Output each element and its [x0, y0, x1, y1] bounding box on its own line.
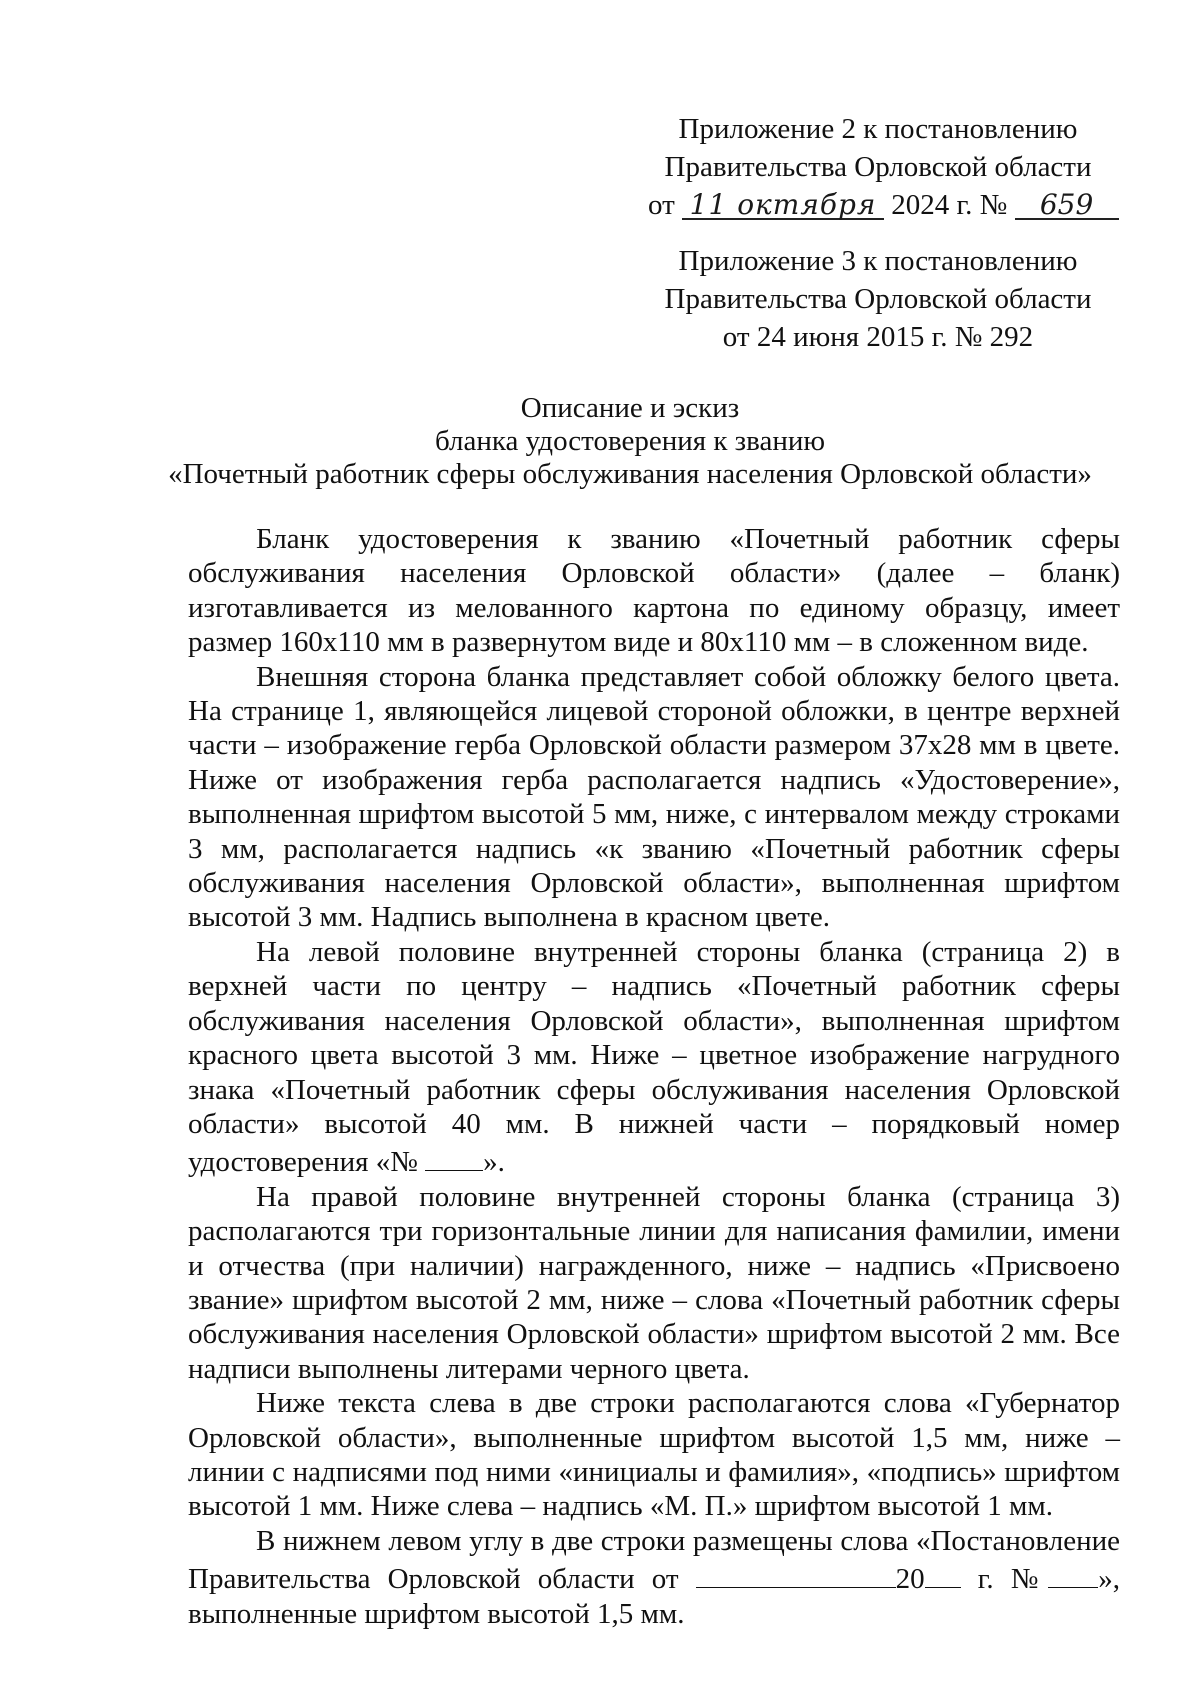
year-prefix: 20 — [895, 1563, 925, 1596]
appendix-old-line3: от 24 июня 2015 г. № 292 — [722, 321, 1034, 353]
appendix-new-line1: Приложение 2 к постановлению — [678, 113, 1078, 145]
paragraph-3 — [188, 935, 1120, 1180]
paragraph-6-text: В нижнем левом углу в две строки размещены слова «Постановление Правительства Орловской области от — [188, 1524, 1120, 1596]
handwritten-date: 11 октября — [682, 192, 884, 220]
paragraph-5: Ниже текста слева в две строки располагаются слова «Губернатор Орловской области», выполненные шрифтом высотой 1,5 мм, ниже – линии с надписями под ними «инициалы и фамилия», «подпись» шрифтом высотой 1 мм. Ниже слева – надпись «М. П.» шрифтом высотой 1 мм. — [188, 1387, 1120, 1523]
paragraph-3-end: ». — [483, 1146, 505, 1179]
paragraph-2: Внешняя сторона бланка представляет собой обложку белого цвета. На странице 1, являющейся лицевой стороной обложки, в центре верхней части – изображение герба Орловской области размером 37x28 мм в цвете. Ниже от изображения герба располагается надпись «Удостоверение», выполненная шрифтом высотой 5 мм, ниже, с интервалом между строками 3 мм, располагается надпись «к званию «Почетный работник сферы обслуживания населения Орловской области», выполненная шрифтом высотой 3 мм. Надпись выполнена в красном цвете. — [188, 660, 1120, 934]
number-blank — [425, 1141, 483, 1171]
date-prefix: от — [648, 189, 675, 221]
title-line3: «Почетный работник сферы обслуживания населения Орловской области» — [168, 458, 1092, 490]
year-blank — [925, 1558, 961, 1588]
appendix-old-line1: Приложение 3 к постановлению — [678, 245, 1078, 277]
appendix-new-date-line — [648, 186, 1108, 224]
title-line1: Описание и эскиз — [520, 392, 740, 424]
document-title — [150, 392, 1110, 491]
date-blank — [696, 1558, 896, 1588]
decree-number-blank — [1048, 1558, 1098, 1588]
number-sign: г. № — [977, 1563, 1049, 1596]
document-body — [188, 522, 1120, 1631]
appendix-old-block — [648, 242, 1108, 356]
paragraph-6 — [188, 1524, 1120, 1631]
paragraph-1: Бланк удостоверения к званию «Почетный работник сферы обслуживания населения Орловской области» (далее – бланк) изготавливается из мелованного картона по единому образцу, имеет размер 160x110 мм в развернутом виде и 80x110 мм – в сложенном виде. — [188, 523, 1120, 659]
appendix-old-line2: Правительства Орловской области — [664, 283, 1092, 315]
appendix-new-line2: Правительства Орловской области — [664, 151, 1092, 183]
paragraph-4: На правой половине внутренней стороны бланка (страница 3) располагаются три горизонтальные линии для написания фамилии, имени и отчества (при наличии) награжденного, ниже – надпись «Присвоено звание» шрифтом высотой 2 мм, ниже – слова «Почетный работник сферы обслуживания населения Орловской области» шрифтом высотой 2 мм. Все надписи выполнены литерами черного цвета. — [188, 1180, 1120, 1385]
title-line2: бланка удостоверения к званию — [434, 425, 826, 457]
paragraph-3-text: На левой половине внутренней стороны бланка (страница 2) в верхней части по центру – надпись «Почетный работник сферы обслуживания населения Орловской области», выполненная шрифтом красного цвета высотой 3 мм. Ниже – цветное изображение нагрудного знака «Почетный работник сферы обслуживания населения Орловской области» высотой 40 мм. В нижней части – порядковый номер удостоверения «№ — [188, 935, 1120, 1179]
year-text: 2024 г. № — [891, 189, 1008, 221]
paragraph-6-end: », выполненные шрифтом высотой 1,5 мм. — [188, 1563, 1120, 1630]
appendix-new-block — [648, 110, 1108, 224]
handwritten-number: 659 — [1015, 192, 1119, 220]
